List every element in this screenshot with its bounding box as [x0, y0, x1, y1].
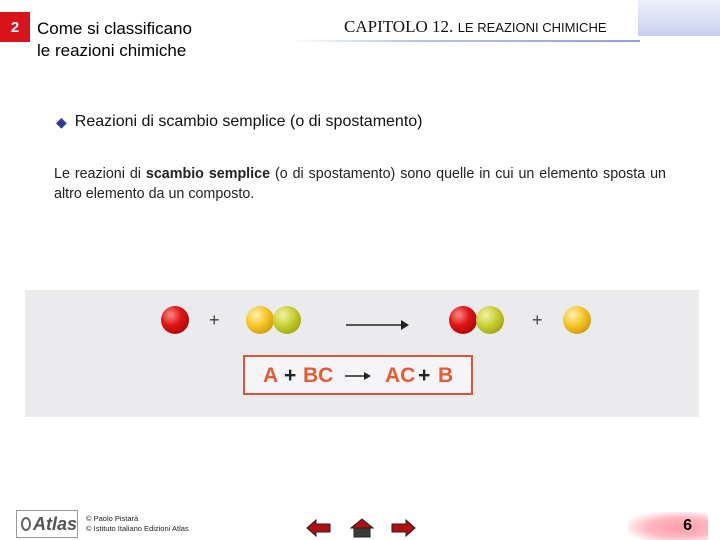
atom-c-olive	[273, 306, 301, 334]
equation-ac: AC	[385, 364, 416, 387]
equation-a: A	[263, 364, 279, 387]
section-number: 2	[0, 12, 30, 42]
paragraph-text-after: (o di spostamento) sono quelle in cui un elemento sposta un altro elemento da un composto.	[54, 166, 667, 202]
topic-heading	[56, 113, 423, 131]
section-title-line2: le reazioni chimiche	[37, 41, 187, 60]
paragraph-text-before: Le reazioni di	[54, 166, 146, 182]
reaction-arrow-icon	[346, 318, 410, 332]
page-number-badge	[628, 512, 708, 540]
definition-paragraph	[54, 164, 666, 204]
topic-heading-text: Reazioni di scambio semplice (o di spostamento)	[74, 113, 423, 130]
section-title	[37, 18, 192, 62]
reaction-figure	[25, 290, 699, 417]
equation-box	[243, 355, 473, 395]
equation-bc: BC	[303, 364, 334, 387]
atom-a-red	[161, 306, 189, 334]
section-title-line1: Come si classificano	[37, 19, 192, 38]
nav-home-button[interactable]	[349, 517, 375, 539]
nav-previous-button[interactable]	[306, 517, 332, 539]
equation-plus-right: +	[418, 364, 431, 387]
arrow-right-icon	[390, 519, 416, 537]
equation-plus-left: +	[284, 364, 297, 387]
chapter-heading	[344, 17, 607, 37]
atom-c-olive-product	[476, 306, 504, 334]
credit-line-author: © Paolo Pistarà	[86, 514, 139, 523]
atlas-logo	[16, 510, 78, 538]
credit-line-publisher: © Istituto Italiano Edizioni Atlas	[86, 524, 189, 533]
nav-next-button[interactable]	[390, 517, 416, 539]
equation-arrow-icon	[345, 370, 371, 382]
equation-b: B	[438, 364, 454, 387]
atlas-logo-text: Atlas	[32, 513, 77, 534]
footer-credits	[86, 514, 189, 534]
atom-b-yellow-product	[563, 306, 591, 334]
plus-sign: +	[209, 310, 220, 330]
atlas-logo-mark-icon	[21, 517, 31, 531]
diamond-bullet-icon: ◆	[56, 113, 67, 130]
chapter-subtitle: LE REAZIONI CHIMICHE	[457, 20, 607, 35]
atom-b-yellow	[246, 306, 274, 334]
header-corner-decoration	[638, 0, 720, 36]
plus-sign-product: +	[532, 310, 543, 330]
arrow-left-icon	[306, 519, 332, 537]
home-icon	[350, 518, 374, 538]
page-number: 6	[683, 517, 692, 534]
chapter-label: CAPITOLO 12.	[344, 17, 454, 36]
paragraph-bold-term: scambio semplice	[145, 166, 271, 182]
header-divider	[290, 40, 640, 42]
atom-a-red-product	[449, 306, 477, 334]
